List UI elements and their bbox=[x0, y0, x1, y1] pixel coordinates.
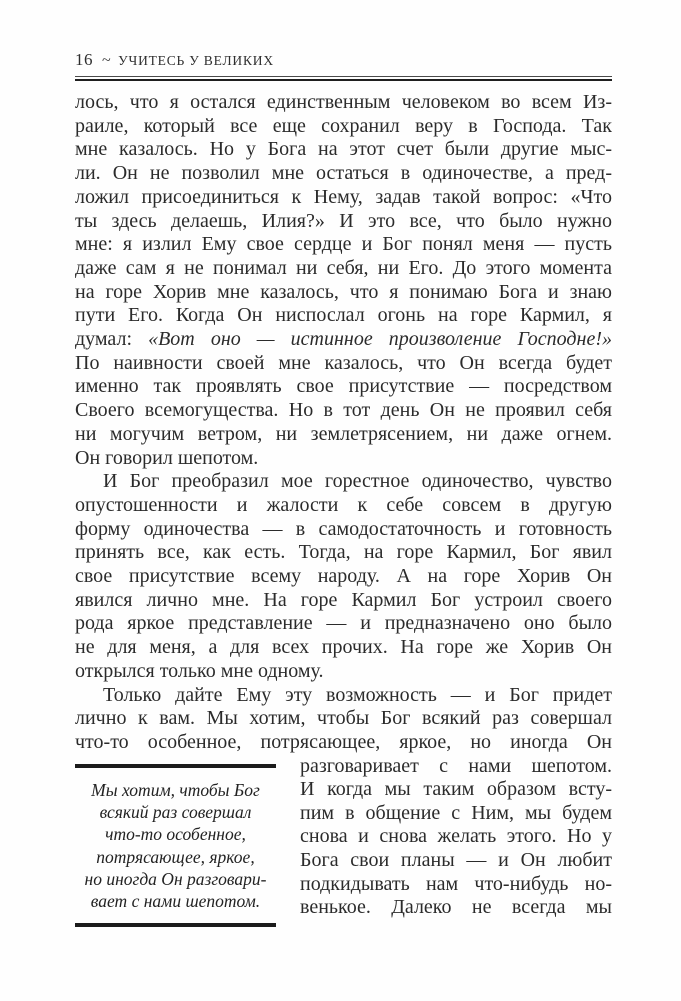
column-text-line: пим в общение с Ним, мы будем bbox=[300, 801, 612, 824]
column-text-line: И когда мы таким образом всту- bbox=[300, 778, 612, 801]
pullquote-line: всякий раз совершал bbox=[99, 801, 252, 822]
text-line: лично к вам. Мы хотим, чтобы Бог всякий раз совершал bbox=[75, 707, 612, 730]
page-header bbox=[75, 50, 612, 70]
text-line: лось, что я остался единственным человеком во всем Из- bbox=[75, 91, 612, 113]
text-line: форму одиночества — в самодостаточность и готовность bbox=[75, 517, 612, 540]
text-line: Только дайте Ему эту возможность — и Бог придет bbox=[103, 683, 612, 706]
column-lines bbox=[300, 755, 612, 920]
text-line: не для меня, а для всех прочих. На горе же Хорив Он bbox=[75, 636, 612, 659]
pullquote-line: но иногда Он разговари- bbox=[84, 868, 267, 889]
text-line: принять все, как есть. Тогда, на горе Кармил, Бог явил bbox=[75, 541, 612, 564]
text-line: рода яркое представление — и предназначено оно было bbox=[75, 612, 612, 635]
text-line: даже сам я не понимал ни себя, ни Его. До этого момента bbox=[75, 256, 612, 279]
text-line: мне: я излил Ему свое сердце и Бог понял меня — пусть bbox=[75, 233, 612, 256]
text-line: ли. Он не позволил мне остаться в одиночестве, а пред- bbox=[75, 162, 612, 185]
text-line: что-то особенное, потрясающее, яркое, но иногда Он bbox=[75, 730, 612, 753]
text-segment: думал: bbox=[75, 328, 149, 351]
text-line: свое присутствие всему народу. А на горе Хорив Он bbox=[75, 565, 612, 588]
pullquote-box bbox=[75, 764, 276, 928]
text-line: Он говорил шепотом. bbox=[75, 446, 259, 469]
text-line: раиле, который все еще сохранил веру в Господа. Так bbox=[75, 114, 612, 137]
text-line: явился лично мне. На горе Кармил Бог устроил своего bbox=[75, 588, 612, 611]
column-text-line: снова и снова желать этого. Но у bbox=[300, 825, 612, 848]
text-line: ни могучим ветром, ни землетрясением, ни даже огнем. bbox=[75, 422, 612, 445]
pullquote-line: что-то особенное, bbox=[105, 824, 246, 845]
pullquote-line: вает с нами шепотом. bbox=[90, 891, 261, 912]
italic-quote-segment: «Вот оно — истинное произволение Господне!» bbox=[148, 328, 612, 351]
column-text-line: венькое. Далеко не всегда мы bbox=[300, 896, 612, 919]
text-line bbox=[75, 328, 612, 352]
text-line: опустошенности и жалости к себе совсем в другую bbox=[75, 493, 612, 516]
text-line: именно так проявлять свое присутствие — посредством bbox=[75, 375, 612, 398]
column-text-line: подкидывать нам что-нибудь но- bbox=[300, 872, 612, 895]
pullquote-line: Мы хотим, чтобы Бог bbox=[91, 779, 260, 800]
text-line: По наивности своей мне казалось, что Он всегда будет bbox=[75, 351, 612, 374]
text-line: открылся только мне одному. bbox=[75, 659, 324, 682]
pullquote-lines bbox=[77, 779, 274, 913]
text-line: ложил присоединиться к Нему, задав такой вопрос: «Что bbox=[75, 185, 612, 208]
pullquote-line: потрясающее, яркое, bbox=[96, 846, 255, 867]
body-text bbox=[75, 91, 612, 927]
text-line: на горе Хорив мне казалось, что я понимаю Бога и знаю bbox=[75, 280, 612, 303]
header-rule bbox=[75, 76, 612, 81]
right-column bbox=[300, 755, 612, 920]
column-text-line: Бога свои планы — и Он любит bbox=[300, 849, 612, 872]
page-number: 16 bbox=[75, 50, 93, 69]
text-line: мне казалось. Но у Бога на этот счет были другие мыс- bbox=[75, 138, 612, 161]
text-line: ты здесь делаешь, Илия?» И это все, что было нужно bbox=[75, 209, 612, 232]
paragraphs-container bbox=[75, 91, 612, 755]
text-line: пути Его. Когда Он ниспослал огонь на горе Кармил, я bbox=[75, 304, 612, 327]
column-text-line: разговаривает с нами шепотом. bbox=[300, 754, 612, 777]
text-line: И Бог преобразил мое горестное одиночество, чувство bbox=[103, 470, 612, 493]
header-separator: ~ bbox=[102, 52, 112, 69]
text-line: Своего всемогущества. Но в тот день Он не проявил себя bbox=[75, 399, 612, 422]
two-column-section bbox=[75, 755, 612, 928]
running-title: УЧИТЕСЬ У ВЕЛИКИХ bbox=[118, 53, 274, 68]
